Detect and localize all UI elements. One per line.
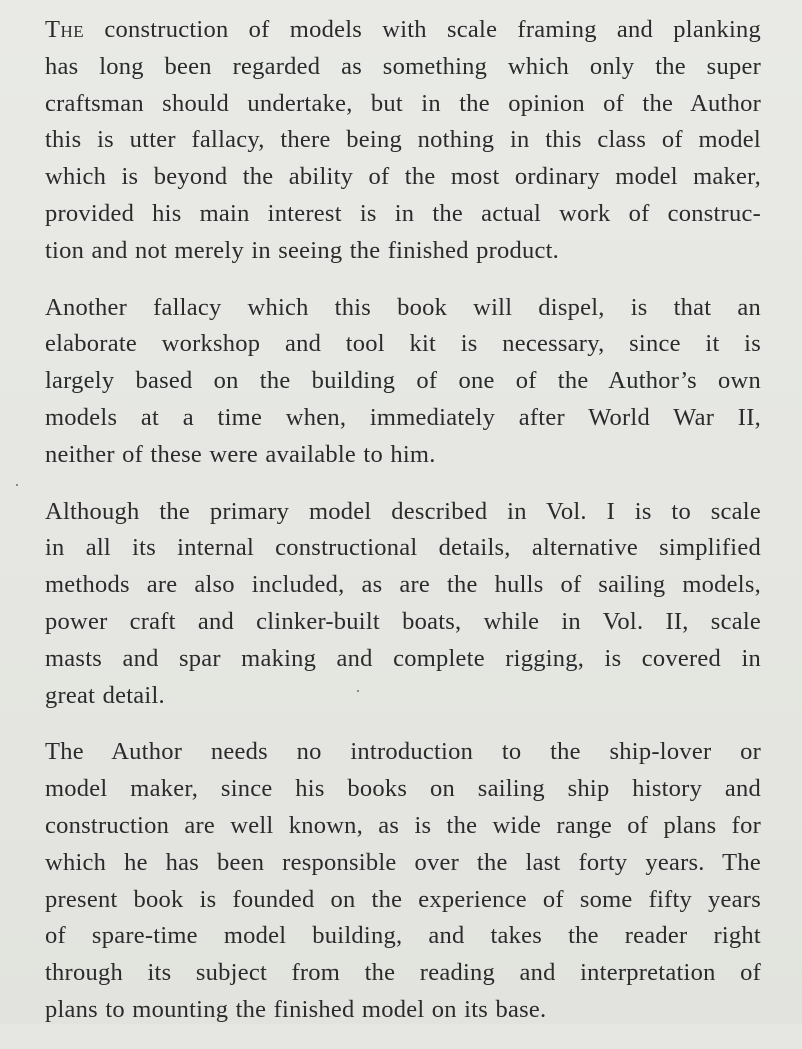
text-line: has long been regarded as something which only the super	[45, 52, 761, 80]
text-line: in all its internal constructional details, alternative simplified	[45, 534, 761, 562]
opening-word: The	[45, 16, 85, 43]
paragraph-2	[45, 290, 761, 474]
paragraph-4	[45, 734, 761, 1028]
text-line: neither of these were available to him.	[45, 440, 436, 468]
text-line: masts and spar making and complete rigging, is covered in	[45, 644, 761, 672]
body-text	[45, 12, 761, 1049]
text-line: through its subject from the reading and interpretation of	[45, 959, 761, 987]
text-line: largely based on the building of one of the Author’s own	[45, 367, 761, 395]
text-line: this is utter fallacy, there being nothing in this class of model	[45, 126, 761, 154]
text-line: elaborate workshop and tool kit is necessary, since it is	[45, 330, 761, 358]
text-line: present book is founded on the experience of some fifty years	[45, 885, 761, 913]
text-line: models at a time when, immediately after World War II,	[45, 403, 761, 431]
text-line: construction are well known, as is the wide range of plans for	[45, 811, 761, 839]
text-line: of spare-time model building, and takes the reader right	[45, 922, 761, 950]
text-line: power craft and clinker-built boats, while in Vol. II, scale	[45, 607, 761, 635]
text-line: which is beyond the ability of the most ordinary model maker,	[45, 163, 761, 191]
text-line: Another fallacy which this book will dispel, is that an	[45, 293, 761, 321]
paper-speck	[357, 690, 359, 692]
text-line: The construction of models with scale framing and planking	[45, 16, 761, 43]
paragraph-3	[45, 494, 761, 715]
paper-speck	[16, 484, 18, 486]
text-line: great detail.	[45, 681, 165, 709]
text-line: methods are also included, as are the hulls of sailing models,	[45, 571, 761, 599]
text-line: which he has been responsible over the last forty years. The	[45, 848, 761, 876]
text-line: craftsman should undertake, but in the opinion of the Author	[45, 89, 761, 117]
text-line: Although the primary model described in Vol. I is to scale	[45, 497, 761, 525]
text-line: plans to mounting the finished model on its base.	[45, 995, 547, 1023]
paragraph-1	[45, 12, 761, 270]
text-line: The Author needs no introduction to the ship-lover or	[45, 738, 761, 766]
text-line: tion and not merely in seeing the finished product.	[45, 236, 560, 264]
text-line: provided his main interest is in the actual work of construc-	[45, 199, 761, 227]
text-line: model maker, since his books on sailing ship history and	[45, 775, 761, 803]
